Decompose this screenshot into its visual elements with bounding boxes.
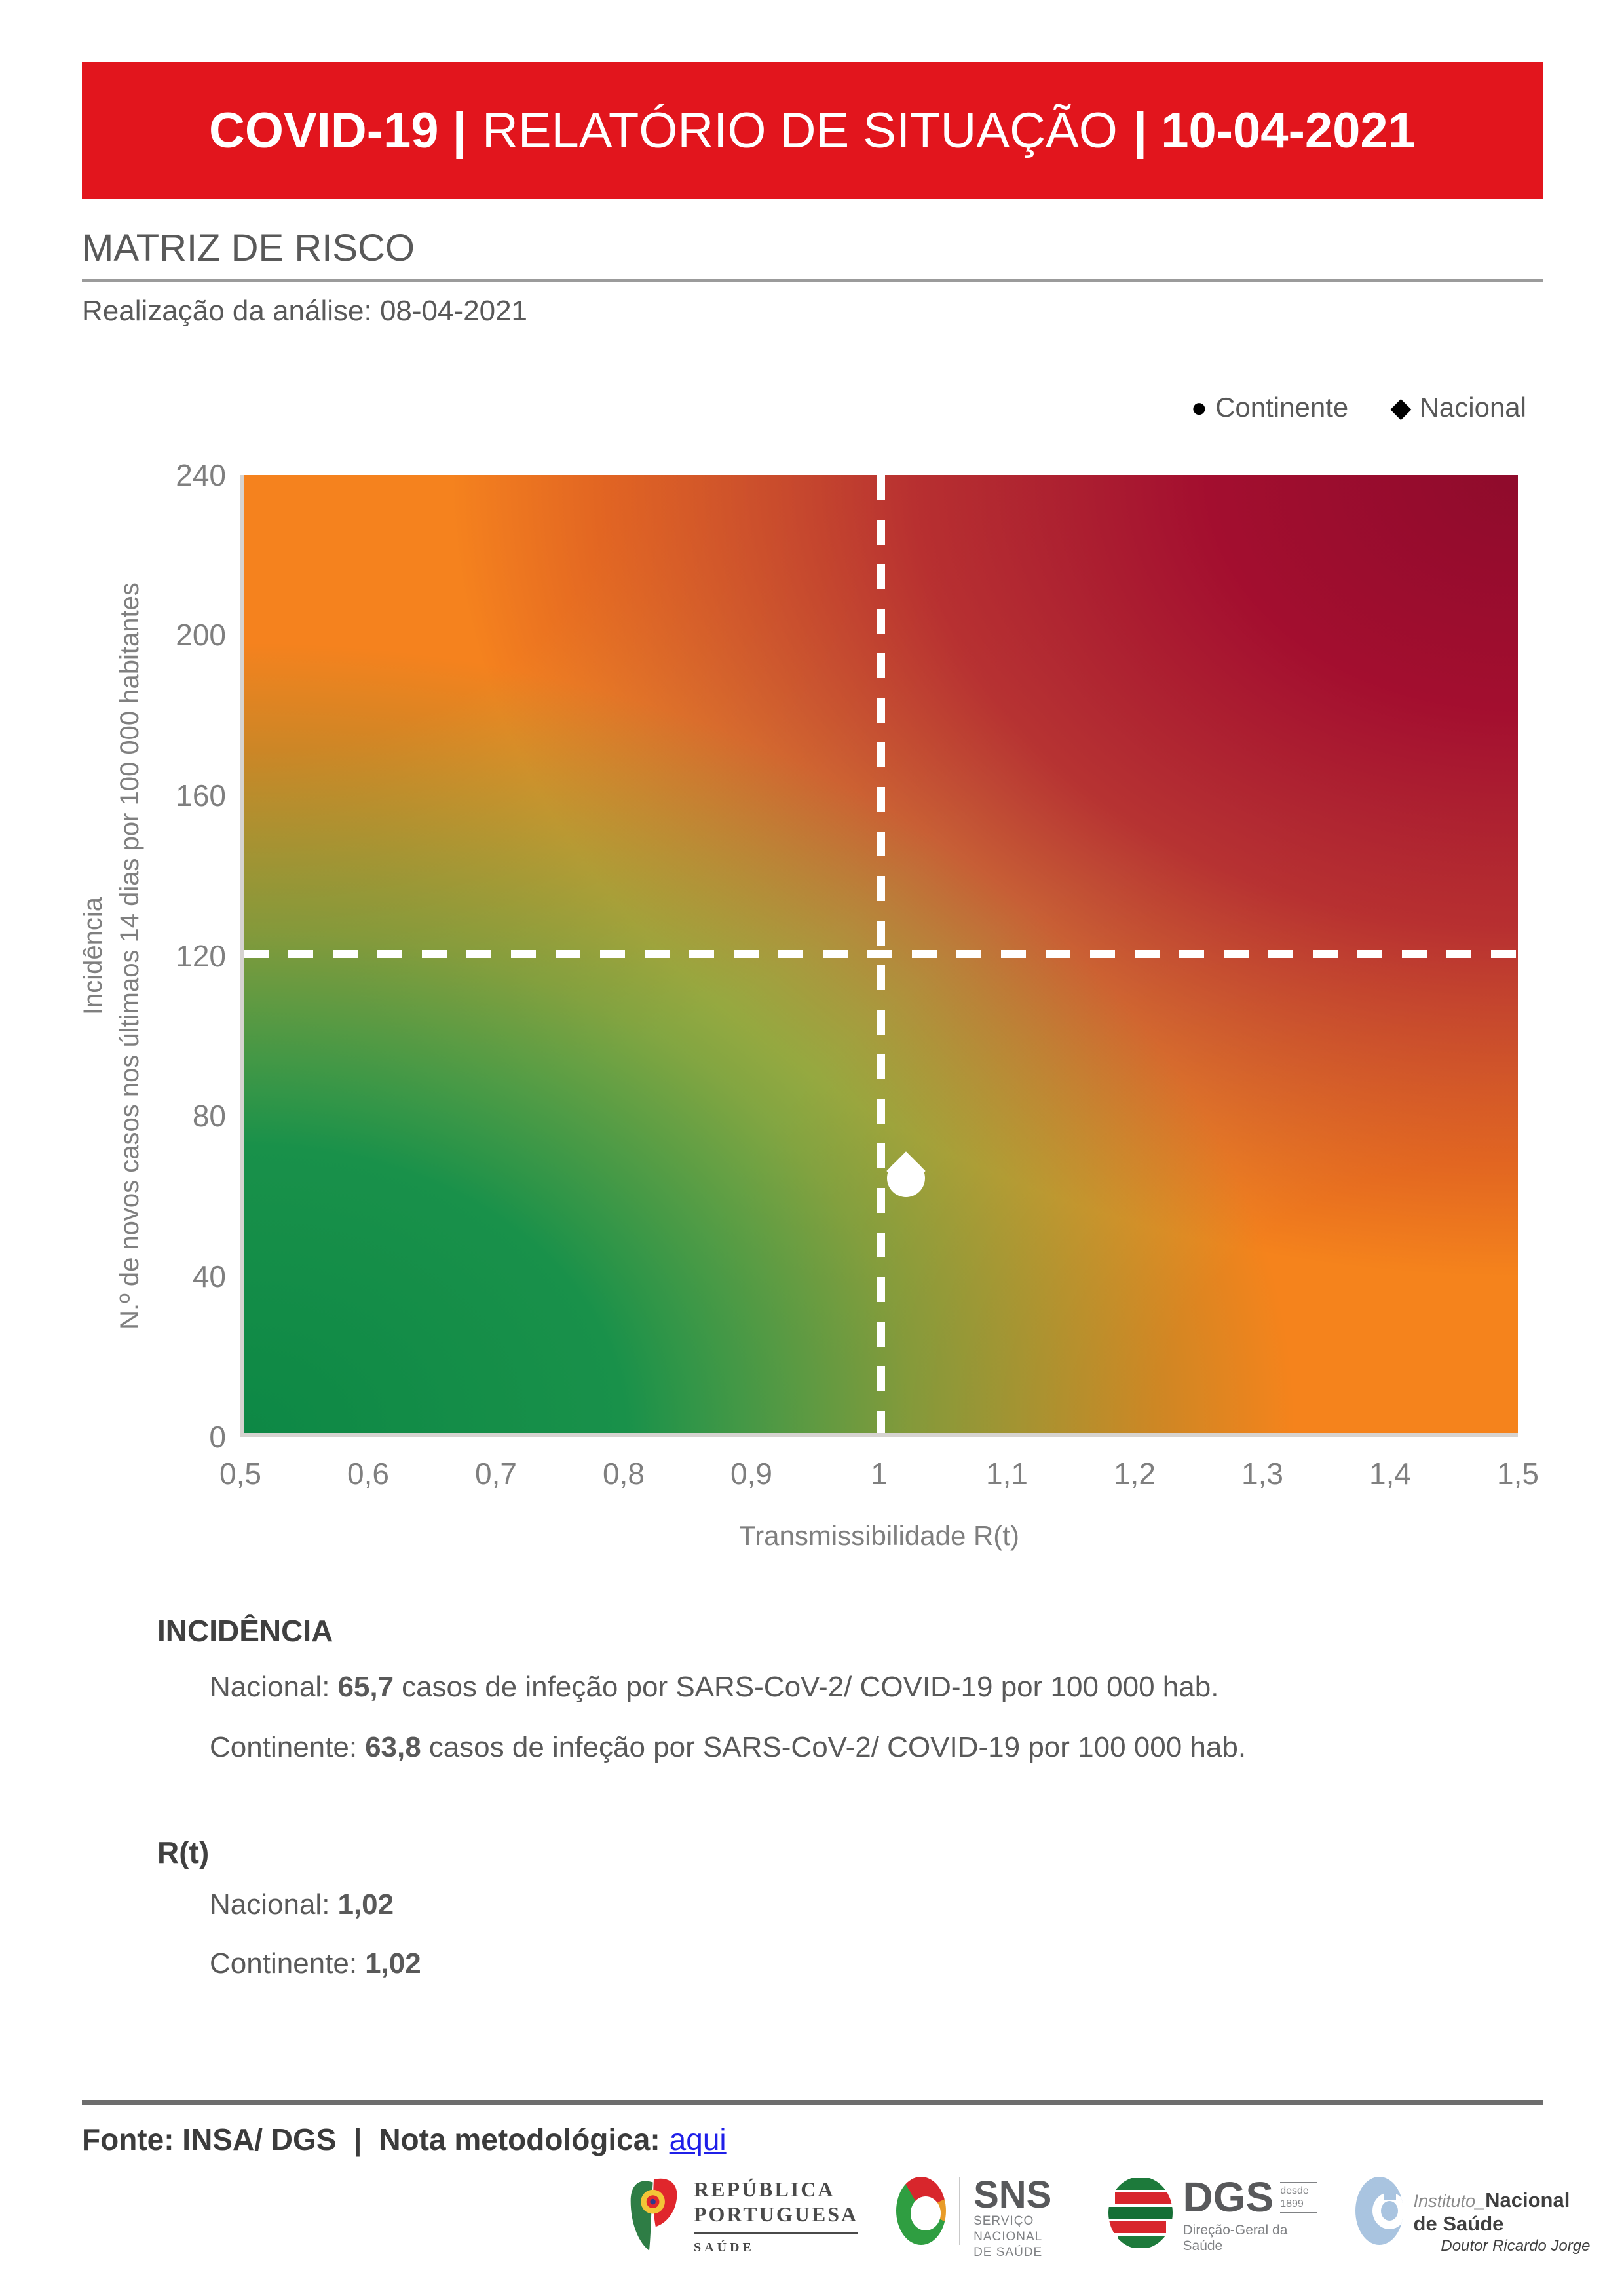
risk-matrix-plot <box>240 475 1518 1437</box>
rt-continente-label: Continente: <box>210 1947 358 1980</box>
insa-text <box>1414 2189 1591 2255</box>
dgs-text <box>1182 2173 1317 2254</box>
y-tick-40: 40 <box>192 1259 226 1293</box>
rp-saude: SAÚDE <box>694 2240 755 2255</box>
dgs-abbr: DGS <box>1182 2173 1274 2221</box>
rp-divider <box>694 2232 858 2234</box>
incidencia-nacional-suffix: casos de infeção por SARS-CoV-2/ COVID-19 por 100 000 hab. <box>402 1671 1219 1703</box>
circle-marker-icon: ● <box>1190 392 1208 423</box>
x-tick-06: 0,6 <box>347 1457 389 1491</box>
methodology-link[interactable]: aqui <box>669 2122 727 2156</box>
y-tick-240: 240 <box>176 458 226 492</box>
x-tick-09: 0,9 <box>730 1457 772 1491</box>
x-tick-11: 1,1 <box>986 1457 1028 1491</box>
legend-label-nacional: Nacional <box>1419 392 1526 423</box>
republica-portuguesa-text <box>694 2177 858 2255</box>
dgs-since: desde 1899 <box>1280 2182 1317 2213</box>
sns-sub1: SERVIÇO NACIONAL <box>973 2214 1043 2244</box>
threshold-line-incidence <box>244 950 1518 958</box>
incidencia-nacional-line <box>210 1671 1218 1704</box>
insa-name: Nacional de Saúde <box>1413 2189 1570 2235</box>
rt-nacional-value: 1,02 <box>337 1888 394 1921</box>
y-tick-120: 120 <box>176 939 226 973</box>
sns-divider <box>959 2177 960 2245</box>
legend-label-continente: Continente <box>1215 392 1349 423</box>
analysis-date: Realização da análise: 08-04-2021 <box>82 295 528 327</box>
x-tick-15: 1,5 <box>1497 1457 1539 1491</box>
dgs-sub: Direção-Geral da Saúde <box>1182 2223 1288 2253</box>
x-tick-07: 0,7 <box>475 1457 517 1491</box>
incidencia-heading: INCIDÊNCIA <box>157 1614 333 1648</box>
republica-portuguesa-logo <box>626 2177 858 2262</box>
x-tick-10: 1 <box>871 1457 888 1491</box>
incidencia-nacional-value: 65,7 <box>337 1671 394 1703</box>
chart-legend <box>1191 392 1526 423</box>
y-tick-160: 160 <box>176 778 226 813</box>
y-tick-200: 200 <box>176 618 226 652</box>
diamond-marker-icon: ◆ <box>1390 392 1412 423</box>
banner-title-report: RELATÓRIO DE SITUAÇÃO <box>482 102 1118 159</box>
x-tick-05: 0,5 <box>219 1457 261 1491</box>
footer-divider <box>82 2100 1543 2105</box>
x-axis-title: Transmissibilidade R(t) <box>739 1520 1019 1551</box>
insa-prefix: Instituto_ <box>1413 2191 1486 2211</box>
report-banner <box>82 62 1543 199</box>
logos-row <box>626 2173 1591 2288</box>
portugal-flag-icon <box>626 2177 682 2262</box>
sns-circle-icon <box>896 2177 946 2245</box>
footer-pipe: | <box>353 2122 362 2156</box>
legend-item-nacional <box>1390 392 1526 423</box>
dgs-logo <box>1108 2173 1317 2254</box>
y-tick-80: 80 <box>192 1099 226 1133</box>
rt-nacional-line <box>210 1888 402 1921</box>
sns-abbr: SNS <box>973 2173 1052 2216</box>
page-title: MATRIZ DE RISCO <box>82 227 415 269</box>
incidencia-continente-value: 63,8 <box>365 1731 421 1763</box>
banner-title-date: | 10-04-2021 <box>1133 102 1416 159</box>
sns-text <box>973 2173 1070 2261</box>
y-axis-title-line1: Incidência <box>79 896 107 1016</box>
title-divider <box>82 279 1543 282</box>
incidencia-continente-line <box>210 1731 1246 1764</box>
rt-heading: R(t) <box>157 1835 210 1869</box>
rp-line1: REPÚBLICA <box>694 2177 835 2201</box>
data-point-continente <box>887 1159 925 1197</box>
sns-logo <box>896 2173 1070 2261</box>
insa-logo <box>1355 2177 1591 2255</box>
x-tick-12: 1,2 <box>1114 1457 1156 1491</box>
rt-continente-line <box>210 1947 429 1980</box>
rt-nacional-label: Nacional: <box>210 1888 330 1921</box>
footer-nota-label: Nota metodológica: <box>379 2122 660 2156</box>
x-tick-08: 0,8 <box>603 1457 645 1491</box>
footer-fonte: Fonte: INSA/ DGS <box>82 2122 337 2156</box>
incidencia-continente-label: Continente: <box>210 1731 358 1763</box>
incidencia-continente-suffix: casos de infeção por SARS-CoV-2/ COVID-19 por 100 000 hab. <box>428 1731 1247 1763</box>
insa-sub: Doutor Ricardo Jorge <box>1441 2237 1591 2255</box>
banner-title-covid: COVID-19 | <box>209 102 466 159</box>
incidencia-nacional-label: Nacional: <box>210 1671 330 1703</box>
y-axis-title-line2: N.º de novos casos nos últimaos 14 dias por 100 000 habitantes <box>115 583 144 1330</box>
y-tick-0: 0 <box>209 1420 226 1454</box>
dgs-sphere-icon <box>1108 2177 1172 2249</box>
legend-item-continente <box>1191 392 1349 423</box>
footer-source-line <box>82 2122 727 2157</box>
rt-continente-value: 1,02 <box>365 1947 421 1980</box>
rp-line2: PORTUGUESA <box>694 2202 859 2226</box>
insa-circle-icon <box>1355 2177 1403 2245</box>
x-tick-14: 1,4 <box>1369 1457 1411 1491</box>
x-tick-13: 1,3 <box>1241 1457 1283 1491</box>
sns-sub2: DE SAÚDE <box>973 2246 1043 2259</box>
